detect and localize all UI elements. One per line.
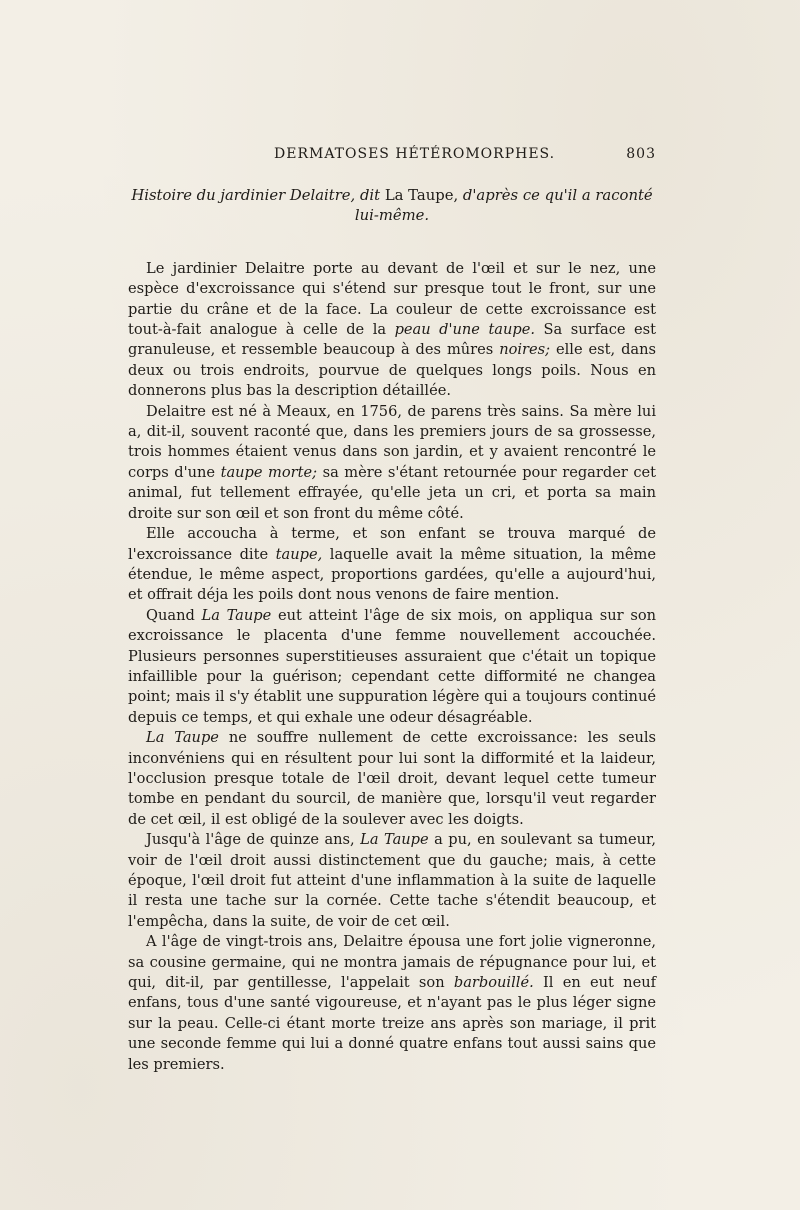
running-title: DERMATOSES HÉTÉROMORPHES. xyxy=(274,146,556,162)
paragraph-1-italic-d: noires; xyxy=(499,341,551,359)
paragraph-3-italic-b: taupe, xyxy=(275,545,323,563)
page-number: 803 xyxy=(626,146,656,162)
paragraph-7-text-c: Il en eut neuf enfans, tous d'une santé vigoureuse, et n'ayant pas le plus léger signe sur la peau. Celle-ci étant morte treize ans après son mariage, il prit une seconde femme qui lui a donné quatre enfans tout aussi sains que les premiers. xyxy=(128,974,657,1073)
paragraph-4-italic-b: La Taupe xyxy=(201,606,272,624)
article-body xyxy=(128,186,656,1075)
paragraph-1 xyxy=(128,259,656,402)
paragraph-7 xyxy=(128,932,656,1075)
paragraph-6 xyxy=(128,830,656,932)
running-head xyxy=(128,146,656,168)
article-title xyxy=(128,186,656,227)
paragraph-1-text-e: elle est, dans deux ou trois endroits, pourvue de quelques longs poils. Nous en donnerons plus bas la description détaillée. xyxy=(128,341,656,400)
paragraph-1-italic-b: peau d'une taupe. xyxy=(394,321,536,339)
paragraph-3-text-c: laquelle avait la même situation, la même étendue, le même aspect, proportions gardées, qu'elle a aujourd'hui, et offrait déja les poils dont nous venons de faire mention. xyxy=(128,545,657,604)
paragraph-2-text-c: sa mère s'étant retournée pour regarder cet animal, fut tellement effrayée, qu'elle jeta un cri, et porta sa main droite sur son œil et son front du même côté. xyxy=(128,463,656,522)
paragraph-6-text-c: a pu, en soulevant sa tumeur, voir de l'œil droit aussi distinctement que du gauche; mais, à cette époque, l'œil droit fut atteint d'une inflammation à la suite de laquelle il resta une tache sur la cornée. Cette tache s'étendit beaucoup, et l'empêcha, dans la suite, de voir de cet œil. xyxy=(128,831,657,930)
article-title-part2: La Taupe, xyxy=(384,187,459,204)
paragraph-5-italic-a: La Taupe xyxy=(146,729,219,747)
paragraph-3-text-a: Elle accoucha à terme, et son enfant se trouva marqué de l'excroissance dite xyxy=(128,525,656,563)
article-title-part3: d'après ce qu'il a raconté lui-même. xyxy=(354,187,653,225)
article-title-part1: Histoire du jardinier Delaitre, dit xyxy=(131,187,381,204)
paragraph-5 xyxy=(128,728,656,830)
paragraph-7-text-a: A l'âge de vingt-trois ans, Delaitre épousa une fort jolie vigneronne, sa cousine germaine, qui ne montra jamais de répugnance pour lui, et qui, dit-il, par gentillesse, l'appelait son xyxy=(128,933,656,992)
paragraph-4 xyxy=(128,606,656,728)
paragraph-2-text-a: Delaitre est né à Meaux, en 1756, de parens très sains. Sa mère lui a, dit-il, souvent raconté que, dans les premiers jours de sa grossesse, trois hommes étaient venus dans son jardin, et y avaient rencontré le corps d'une xyxy=(128,402,656,481)
paragraph-4-text-c: eut atteint l'âge de six mois, on appliqua sur son excroissance le placenta d'une femme nouvellement accouchée. Plusieurs personnes superstitieuses assuraient que c'était un topique infaillible pour la guérison; cependant cette difformité ne changea point; mais il s'y établit une suppuration légère qui a toujours continué depuis ce temps, et qui exhale une odeur désagréable. xyxy=(128,606,657,726)
paragraph-6-italic-b: La Taupe xyxy=(360,831,429,849)
paragraph-1-text-c: Sa surface est granuleuse, et ressemble beaucoup à des mûres xyxy=(128,321,656,359)
paragraph-5-text-b: ne souffre nullement de cette excroissance: les seuls inconvéniens qui en résultent pour lui sont la difformité et la laideur, l'occlusion presque totale de l'œil droit, devant lequel cette tumeur tombe en pendant du sourcil, de manière que, lorsqu'il veut regarder de cet œil, il est obligé de la soulever avec les doigts. xyxy=(128,729,657,828)
paragraph-6-text-a: Jusqu'à l'âge de quinze ans, xyxy=(146,831,355,849)
paragraph-1-text-a: Le jardinier Delaitre porte au devant de l'œil et sur le nez, une espèce d'excroissance qui s'étend sur presque tout le front, sur une partie du crâne et de la face. La couleur de cette excroissance est tout-à-fait analogue à celle de la xyxy=(128,259,656,339)
paragraph-2-italic-b: taupe morte; xyxy=(220,463,318,481)
paragraph-3 xyxy=(128,524,656,606)
paragraph-7-italic-b: barbouillé. xyxy=(453,974,534,992)
paragraph-4-text-a: Quand xyxy=(146,606,195,624)
paragraph-2 xyxy=(128,402,656,524)
